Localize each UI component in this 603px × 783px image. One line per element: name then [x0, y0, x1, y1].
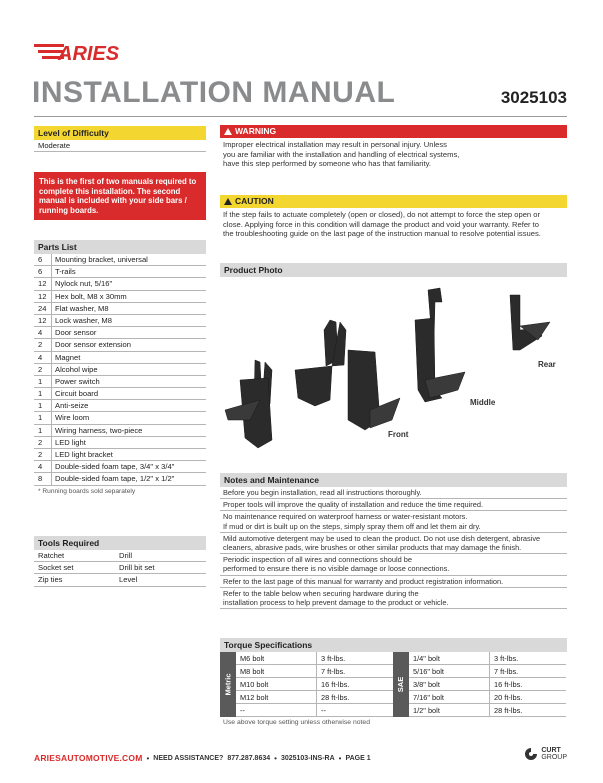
- part-qty: 2: [34, 449, 52, 460]
- notes-section: [220, 473, 567, 609]
- part-desc: Wire loom: [55, 413, 90, 423]
- part-qty: 4: [34, 461, 52, 472]
- part-qty: 12: [34, 291, 52, 302]
- torque-bolt: 3/8" bolt: [413, 680, 440, 689]
- torque-bolt: 1/2" bolt: [413, 706, 440, 715]
- parts-note: * Running boards sold separately: [38, 487, 136, 495]
- rear-label: Rear: [538, 360, 556, 369]
- caution-heading-text: CAUTION: [235, 196, 274, 206]
- header-divider: [34, 116, 567, 117]
- note-item: [220, 554, 567, 575]
- warning-line: you are familiar with the installation and handling of electrical systems,: [223, 149, 460, 159]
- torque-row: [409, 652, 566, 665]
- note-item: [220, 533, 567, 554]
- parts-row: [34, 388, 206, 400]
- torque-sae: [393, 652, 566, 717]
- torque-bolt: --: [240, 706, 245, 715]
- torque-bolt: 7/16" bolt: [413, 693, 444, 702]
- product-photo-heading: Product Photo: [220, 263, 567, 277]
- torque-row: [409, 704, 566, 717]
- tool-name: Zip ties: [38, 575, 63, 585]
- parts-row: [34, 278, 206, 290]
- note-item: [220, 511, 567, 532]
- tool-name: Level: [119, 575, 138, 585]
- torque-bolt: M8 bolt: [240, 667, 265, 676]
- parts-row: [34, 437, 206, 449]
- torque-value: 16 ft-lbs.: [316, 678, 393, 690]
- warning-line: Improper electrical installation may result in personal injury. Unless: [223, 140, 447, 149]
- torque-row: [236, 652, 393, 665]
- part-qty: 12: [34, 278, 52, 289]
- note-item: [220, 499, 567, 511]
- tool-name: Socket set: [38, 563, 74, 573]
- note-item: [220, 588, 567, 609]
- warning-heading-text: WARNING: [235, 126, 277, 136]
- parts-list: [34, 240, 206, 497]
- part-qty: 8: [34, 473, 52, 484]
- note-line: Mild automotive detergent may be used to clean the product. Do not use dish detergent, abrasive: [223, 533, 541, 543]
- part-qty: 2: [34, 364, 52, 375]
- footer: ARIESAUTOMOTIVE.COM • NEED ASSISTANCE? 877.287.8634 • 3025103-INS-RA • PAGE 1: [34, 753, 371, 763]
- difficulty-value: Moderate: [34, 140, 206, 152]
- note-line: Before you begin installation, read all instructions thoroughly.: [223, 488, 422, 497]
- note-line: Proper tools will improve the quality of installation and reduce the time required.: [223, 500, 484, 510]
- note-line: Refer to the table below when securing hardware during the: [223, 588, 419, 598]
- caution-section: [220, 195, 567, 241]
- torque-value: --: [316, 704, 393, 716]
- part-qty: 2: [34, 339, 52, 350]
- part-qty: 1: [34, 425, 52, 436]
- part-desc: Anti-seize: [55, 401, 89, 411]
- note-item: [220, 576, 567, 588]
- parts-row: [34, 400, 206, 412]
- part-desc: Door sensor extension: [55, 340, 131, 350]
- torque-row: [409, 691, 566, 704]
- warning-text: [220, 138, 567, 171]
- part-qty: 12: [34, 315, 52, 326]
- parts-row: [34, 291, 206, 303]
- torque-row: [409, 678, 566, 691]
- note-line: Periodic inspection of all wires and connections should be: [223, 555, 412, 565]
- part-desc: Wiring harness, two-piece: [55, 425, 143, 435]
- part-qty: 4: [34, 327, 52, 338]
- tool-name: Drill: [119, 551, 133, 560]
- caution-line: close. Applying force in this condition will damage the product and void your warranty. Refer to: [223, 219, 540, 229]
- left-step-shape: [225, 360, 272, 448]
- torque-bolt: M10 bolt: [240, 680, 269, 689]
- footer-site-link[interactable]: ARIESAUTOMOTIVE.COM: [34, 753, 143, 763]
- parts-row: [34, 364, 206, 376]
- difficulty-section: [34, 126, 206, 152]
- curt-text-2: GROUP: [541, 754, 567, 761]
- tools-section: [34, 536, 206, 587]
- parts-row: [34, 315, 206, 327]
- part-qty: 1: [34, 376, 52, 387]
- parts-row: [34, 376, 206, 388]
- part-desc: Alcohol wipe: [55, 364, 98, 374]
- torque-value: 3 ft-lbs.: [489, 652, 566, 664]
- tool-name: Ratchet: [38, 551, 65, 560]
- caution-icon: [224, 198, 232, 205]
- caution-heading: [220, 195, 567, 208]
- torque-value: 3 ft-lbs.: [316, 652, 393, 664]
- aries-logo: [34, 40, 138, 64]
- note-line: No maintenance required on waterproof harness or water-resistant motors.: [223, 512, 468, 522]
- torque-value: 7 ft-lbs.: [489, 665, 566, 677]
- warning-section: [220, 125, 567, 171]
- sae-label: SAE: [393, 652, 409, 717]
- part-desc: LED light: [55, 437, 86, 447]
- parts-row: [34, 425, 206, 437]
- note-line: performed to ensure there is no visible damage or loose connections.: [223, 564, 450, 574]
- torque-value: 28 ft-lbs.: [489, 704, 566, 716]
- torque-value: 20 ft-lbs.: [489, 691, 566, 703]
- middle-step-shape: [415, 288, 465, 402]
- warning-line: have this step performed by someone who has that familiarity.: [223, 159, 431, 169]
- part-qty: 1: [34, 412, 52, 423]
- middle-label: Middle: [470, 398, 496, 407]
- part-desc: Mounting bracket, universal: [55, 255, 148, 264]
- torque-bolt: M6 bolt: [240, 654, 265, 663]
- parts-row: [34, 449, 206, 461]
- torque-bolt: 5/16" bolt: [413, 667, 444, 676]
- footer-page: PAGE 1: [345, 754, 371, 762]
- tools-row: [34, 574, 206, 586]
- curt-icon: [524, 747, 538, 761]
- part-qty: 24: [34, 303, 52, 314]
- notes-heading: Notes and Maintenance: [220, 473, 567, 487]
- torque-value: 16 ft-lbs.: [489, 678, 566, 690]
- parts-row: [34, 327, 206, 339]
- curt-text-1: CURT: [541, 747, 561, 754]
- page-title: INSTALLATION MANUAL: [32, 76, 396, 109]
- part-qty: 6: [34, 254, 52, 265]
- note-line: installation process to help prevent damage to the product or vehicle.: [223, 598, 449, 608]
- parts-row: [34, 461, 206, 473]
- note-line: If mud or dirt is built up on the steps, simply spray them off and let them air dry.: [223, 521, 481, 531]
- torque-row: [236, 665, 393, 678]
- torque-row: [409, 665, 566, 678]
- part-desc: Double-sided foam tape, 1/2" x 1/2": [55, 474, 175, 484]
- parts-row: [34, 412, 206, 424]
- note-line: cleaners, abrasive pads, wire brushes or other similar products that may damage the finish.: [223, 543, 522, 553]
- footer-phone: 877.287.8634: [227, 754, 271, 762]
- torque-heading: Torque Specifications: [220, 638, 567, 652]
- torque-value: 28 ft-lbs.: [316, 691, 393, 703]
- part-qty: 6: [34, 266, 52, 277]
- part-desc: Nylock nut, 5/16": [55, 279, 113, 289]
- torque-metric: [220, 652, 393, 717]
- part-desc: Magnet: [55, 352, 81, 362]
- part-desc: Double-sided foam tape, 3/4" x 3/4": [55, 462, 175, 472]
- footer-doc-id: 3025103-INS-RA: [280, 754, 335, 762]
- rear-step-shape: [510, 295, 550, 350]
- torque-section: [220, 638, 567, 728]
- part-desc: Hex bolt, M8 x 30mm: [55, 291, 127, 301]
- product-photo: [220, 280, 567, 450]
- caution-text: [220, 208, 567, 241]
- warning-heading: [220, 125, 567, 138]
- part-desc: Power switch: [55, 376, 100, 386]
- footer-assistance: NEED ASSISTANCE?: [153, 754, 224, 762]
- torque-row: [236, 704, 393, 717]
- parts-row: [34, 473, 206, 485]
- torque-row: [236, 678, 393, 691]
- tools-row: [34, 562, 206, 574]
- torque-bolt: 1/4" bolt: [413, 654, 440, 663]
- part-qty: 1: [34, 400, 52, 411]
- parts-row: [34, 266, 206, 278]
- front-label: Front: [388, 430, 409, 439]
- part-number: 3025103: [500, 88, 567, 107]
- parts-row: [34, 303, 206, 315]
- part-desc: Flat washer, M8: [55, 303, 109, 313]
- parts-list-heading: Parts List: [34, 240, 206, 254]
- torque-note: Use above torque setting unless otherwise noted: [223, 719, 370, 726]
- part-desc: LED light bracket: [55, 450, 113, 459]
- center-step-shape: [295, 366, 332, 406]
- tool-name: Drill bit set: [119, 563, 155, 573]
- part-desc: Circuit board: [55, 389, 99, 399]
- parts-row: [34, 339, 206, 351]
- tools-heading: Tools Required: [34, 536, 206, 550]
- caution-line: the troubleshooting guide on the last page of the instruction manual to resolve potential issues.: [223, 229, 541, 239]
- part-desc: Door sensor: [55, 328, 97, 338]
- part-desc: T-rails: [55, 267, 76, 277]
- parts-row: [34, 254, 206, 266]
- difficulty-heading: Level of Difficulty: [34, 126, 206, 140]
- part-qty: 1: [34, 388, 52, 399]
- torque-bolt: M12 bolt: [240, 693, 269, 702]
- two-manual-notice: This is the first of two manuals required to complete this installation. The second manual is included with your side bars / running boards.: [34, 172, 206, 220]
- part-desc: Lock washer, M8: [55, 315, 112, 325]
- metric-label: Metric: [220, 652, 236, 717]
- warning-icon: [224, 128, 232, 135]
- curt-group-logo: [524, 747, 567, 761]
- parts-row: [34, 352, 206, 364]
- front-step-shape: [324, 320, 400, 430]
- product-photo-section: [220, 263, 567, 277]
- note-line: Refer to the last page of this manual for warranty and product registration information.: [223, 576, 504, 586]
- note-item: [220, 487, 567, 499]
- tools-row: [34, 550, 206, 562]
- caution-line: If the step fails to actuate completely (open or closed), do not attempt to force the step open or: [223, 210, 541, 219]
- torque-row: [236, 691, 393, 704]
- part-qty: 4: [34, 352, 52, 363]
- part-qty: 2: [34, 437, 52, 448]
- torque-value: 7 ft-lbs.: [316, 665, 393, 677]
- logo-text: ARIES: [58, 43, 120, 64]
